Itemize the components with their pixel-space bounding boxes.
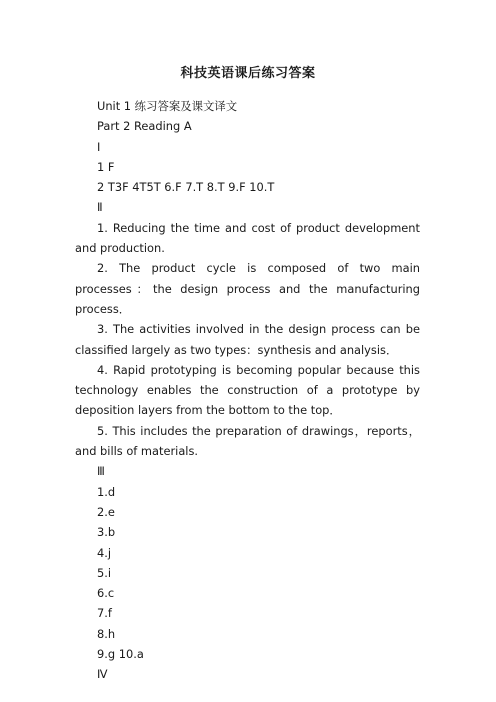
section-heading-4: Ⅳ	[97, 667, 108, 682]
answer-item: 8.h	[97, 626, 116, 641]
answer-item: 3.b	[97, 525, 116, 540]
unit-heading: Unit 1 练习答案及课文译文	[97, 99, 238, 113]
answer-item: 9.g 10.a	[97, 647, 144, 662]
document-body	[75, 96, 420, 685]
answer-item: 6.c	[97, 586, 115, 601]
answer-item: 5.i	[97, 565, 112, 580]
answer-item: 1.d	[97, 484, 116, 499]
section-heading-2: Ⅱ	[97, 200, 103, 215]
answer-paragraph: 5. This includes the preparation of drawings，reports，and bills of materials.	[75, 423, 420, 459]
section-heading-3: Ⅲ	[97, 464, 105, 479]
answer-paragraph: 2. The product cycle is composed of two main processes：the design process and the manufacturing process．	[75, 261, 420, 316]
answer-item: 4.j	[97, 545, 112, 560]
answer-line: 1 F	[97, 159, 115, 174]
document-title: 科技英语课后练习答案	[180, 66, 316, 81]
answer-line: 2 T3F 4T5T 6.F 7.T 8.T 9.F 10.T	[97, 180, 275, 195]
answer-paragraph: 1. Reducing the time and cost of product development and production.	[75, 220, 420, 256]
answer-item: 2.e	[97, 504, 115, 519]
section-heading-1: Ⅰ	[97, 139, 101, 154]
answer-paragraph: 4. Rapid prototyping is becoming popular because this technology enables the construction of a prototype by deposition layers from the bottom to the top．	[75, 362, 420, 418]
answer-item: 7.f	[97, 606, 112, 621]
part-heading: Part 2 Reading A	[97, 119, 192, 134]
answer-paragraph: 3. The activities involved in the design process can be classified largely as two types：synthesis and analysis．	[75, 322, 420, 357]
